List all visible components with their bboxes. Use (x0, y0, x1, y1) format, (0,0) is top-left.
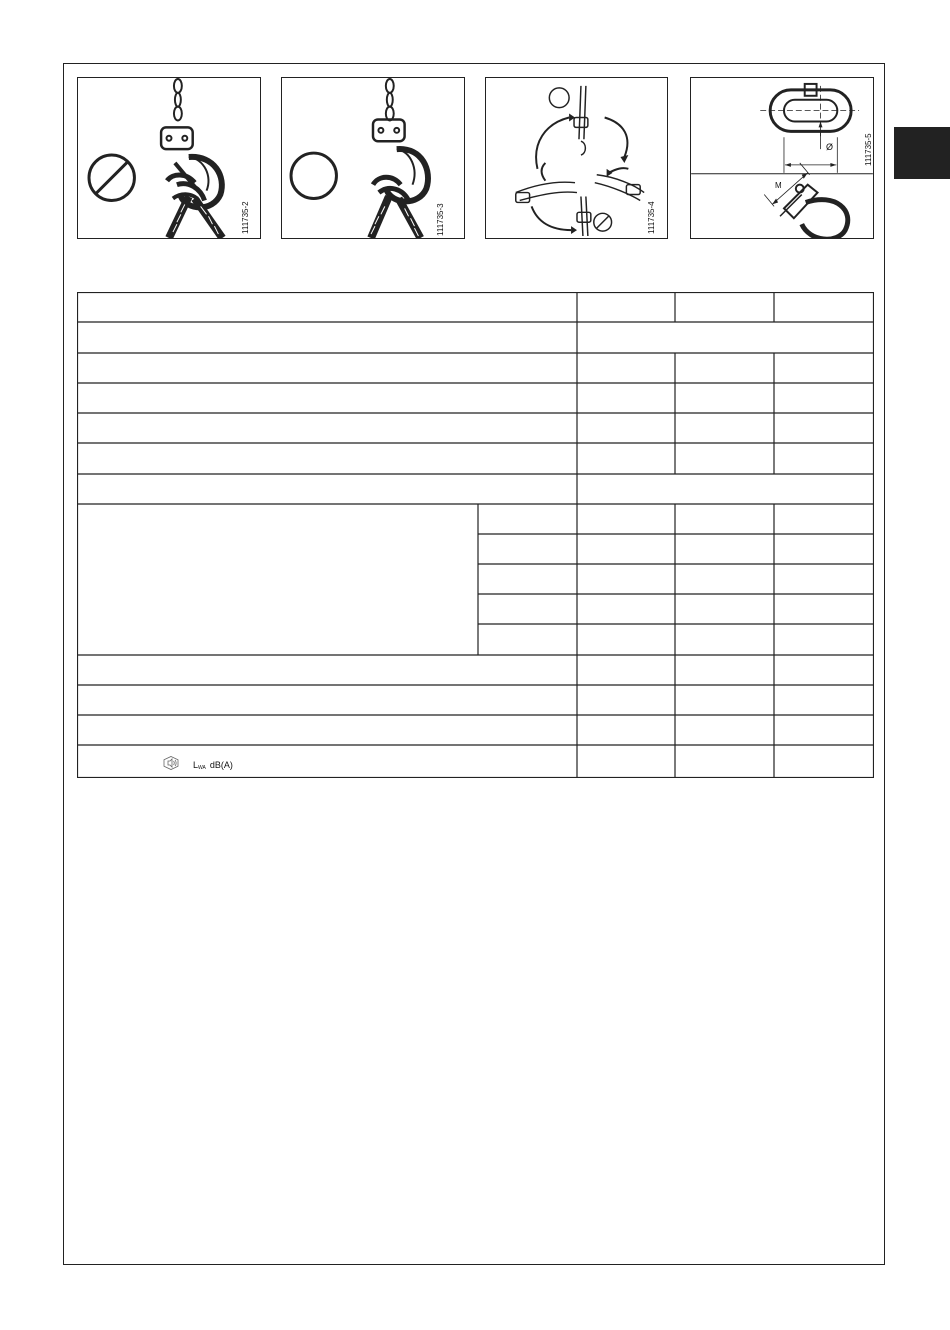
figure-code-label: 111735-3 (436, 203, 445, 236)
sound-power-label (105, 756, 233, 774)
figure-rotation-cycle (485, 77, 668, 239)
sound-power-symbol: L (193, 760, 199, 770)
m-dimension-label: M (775, 181, 782, 190)
dimension-diagram-icon (691, 78, 873, 238)
sound-power-unit: dB(A) (209, 760, 233, 770)
figure-correct-hook (281, 77, 465, 239)
diameter-label: Ø (826, 142, 834, 152)
figure-prohibited-hook (77, 77, 261, 239)
table-grid (77, 292, 874, 778)
figure-code-label: 111735-2 (241, 201, 250, 234)
figure-code-label: 111735-4 (647, 201, 656, 234)
figure-dimension-diagram (690, 77, 874, 239)
specification-table (77, 292, 874, 778)
sound-power-subscript: WA (198, 765, 206, 771)
rotation-cycle-icon (486, 78, 667, 238)
section-tab-marker (894, 127, 950, 179)
figure-code-label: 111735-5 (864, 133, 873, 166)
prohibited-icon (78, 78, 260, 238)
